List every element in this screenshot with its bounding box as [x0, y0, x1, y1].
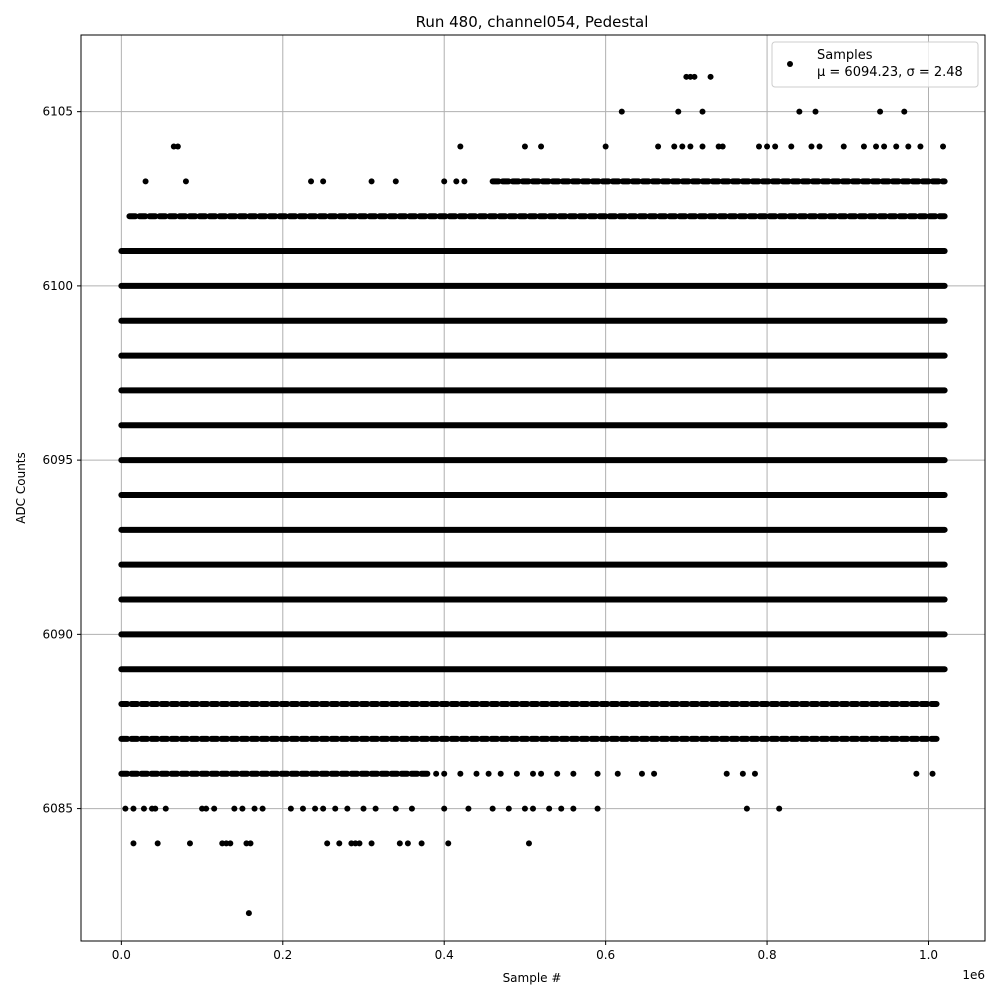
sample-point: [163, 806, 169, 812]
sample-point: [841, 144, 847, 150]
sample-point: [873, 144, 879, 150]
sample-point: [300, 806, 306, 812]
sample-point: [361, 806, 367, 812]
sample-point: [522, 806, 528, 812]
sample-point: [369, 840, 375, 846]
sample-point: [465, 806, 471, 812]
legend: [772, 42, 978, 87]
sample-point: [905, 144, 911, 150]
sample-point: [393, 806, 399, 812]
sample-point: [369, 178, 375, 184]
sample-point: [152, 806, 158, 812]
sample-point: [724, 771, 730, 777]
sample-point: [457, 144, 463, 150]
sample-point: [615, 771, 621, 777]
sample-point: [522, 144, 528, 150]
sample-point: [312, 806, 318, 812]
sample-point: [332, 806, 338, 812]
sample-point: [893, 144, 899, 150]
sample-point: [231, 806, 237, 812]
sample-point: [554, 771, 560, 777]
sample-point: [397, 840, 403, 846]
sample-point: [788, 144, 794, 150]
sample-point: [720, 144, 726, 150]
sample-point: [239, 806, 245, 812]
sample-point: [246, 910, 252, 916]
sample-point: [474, 771, 480, 777]
sample-point: [130, 840, 136, 846]
sample-point: [901, 109, 907, 115]
sample-point: [187, 840, 193, 846]
sample-point: [405, 840, 411, 846]
sample-point: [514, 771, 520, 777]
sample-point: [409, 806, 415, 812]
sample-point: [772, 144, 778, 150]
sample-point: [940, 144, 946, 150]
sample-point: [203, 806, 209, 812]
x-tick-label: 0.4: [434, 948, 454, 962]
sample-point: [183, 178, 189, 184]
sample-point: [143, 178, 149, 184]
sample-point: [453, 178, 459, 184]
sample-point: [639, 771, 645, 777]
sample-point: [461, 178, 467, 184]
x-tick-label: 0.6: [596, 948, 616, 962]
sample-point: [248, 840, 254, 846]
sample-point: [764, 144, 770, 150]
sample-point: [344, 806, 350, 812]
y-tick-label: 6085: [42, 801, 73, 816]
sample-point: [813, 109, 819, 115]
sample-point: [130, 806, 136, 812]
sample-point: [930, 771, 936, 777]
x-tick-label: 0.0: [111, 948, 131, 962]
sample-point: [490, 806, 496, 812]
sample-point: [320, 806, 326, 812]
sample-point: [619, 109, 625, 115]
sample-point: [486, 771, 492, 777]
x-axis-label: Sample #: [502, 971, 562, 985]
sample-point: [595, 806, 601, 812]
y-tick-label: 6105: [42, 104, 73, 119]
sample-point: [175, 144, 181, 150]
sample-point: [687, 144, 693, 150]
sample-point: [530, 806, 536, 812]
sample-point: [700, 109, 706, 115]
sample-point: [155, 840, 161, 846]
sample-point: [756, 144, 762, 150]
sample-point: [324, 840, 330, 846]
sample-point: [441, 771, 447, 777]
sample-point: [457, 771, 463, 777]
sample-point: [373, 806, 379, 812]
sample-point: [441, 806, 447, 812]
sample-point: [356, 840, 362, 846]
sample-point: [570, 771, 576, 777]
sample-point: [679, 144, 685, 150]
sample-point: [700, 144, 706, 150]
sample-point: [308, 178, 314, 184]
sample-point: [691, 74, 697, 80]
sample-point: [526, 840, 532, 846]
sample-point: [808, 144, 814, 150]
y-axis-label: ADC Counts: [14, 452, 28, 524]
x-axis-offset-label: 1e6: [962, 968, 985, 982]
sample-point: [546, 806, 552, 812]
sample-point: [227, 840, 233, 846]
sample-point: [917, 144, 923, 150]
sample-point: [881, 144, 887, 150]
sample-point: [538, 144, 544, 150]
sample-point: [877, 109, 883, 115]
sample-point: [595, 771, 601, 777]
sample-point: [675, 109, 681, 115]
sample-point: [530, 771, 536, 777]
sample-point: [441, 178, 447, 184]
x-tick-label: 0.2: [273, 948, 293, 962]
sample-point: [393, 178, 399, 184]
sample-point: [913, 771, 919, 777]
y-tick-label: 6100: [42, 278, 73, 293]
sample-point: [740, 771, 746, 777]
sample-point: [260, 806, 266, 812]
sample-point: [708, 74, 714, 80]
legend-series-name: Samples: [817, 48, 873, 63]
sample-point: [655, 144, 661, 150]
sample-point: [433, 771, 439, 777]
sample-point: [671, 144, 677, 150]
x-tick-label: 1.0: [918, 948, 939, 962]
y-tick-label: 6090: [42, 627, 73, 642]
sample-point: [336, 840, 342, 846]
sample-point: [752, 771, 758, 777]
chart-title: Run 480, channel054, Pedestal: [415, 13, 649, 31]
sample-point: [744, 806, 750, 812]
sample-point: [776, 806, 782, 812]
sample-point: [817, 144, 823, 150]
x-tick-label: 0.8: [757, 948, 777, 962]
sample-point: [538, 771, 544, 777]
legend-marker: [787, 61, 793, 67]
sample-point: [320, 178, 326, 184]
sample-point: [445, 840, 451, 846]
sample-point: [211, 806, 217, 812]
sample-point: [498, 771, 504, 777]
sample-point: [252, 806, 258, 812]
sample-point: [796, 109, 802, 115]
sample-point: [122, 806, 128, 812]
sample-point: [861, 144, 867, 150]
sample-point: [603, 144, 609, 150]
sample-point: [141, 806, 147, 812]
sample-point: [419, 840, 425, 846]
legend-stats: μ = 6094.23, σ = 2.48: [817, 65, 963, 80]
sample-point: [506, 806, 512, 812]
sample-point: [288, 806, 294, 812]
sample-point: [570, 806, 576, 812]
sample-point: [558, 806, 564, 812]
sample-point: [651, 771, 657, 777]
y-tick-label: 6095: [42, 453, 73, 468]
